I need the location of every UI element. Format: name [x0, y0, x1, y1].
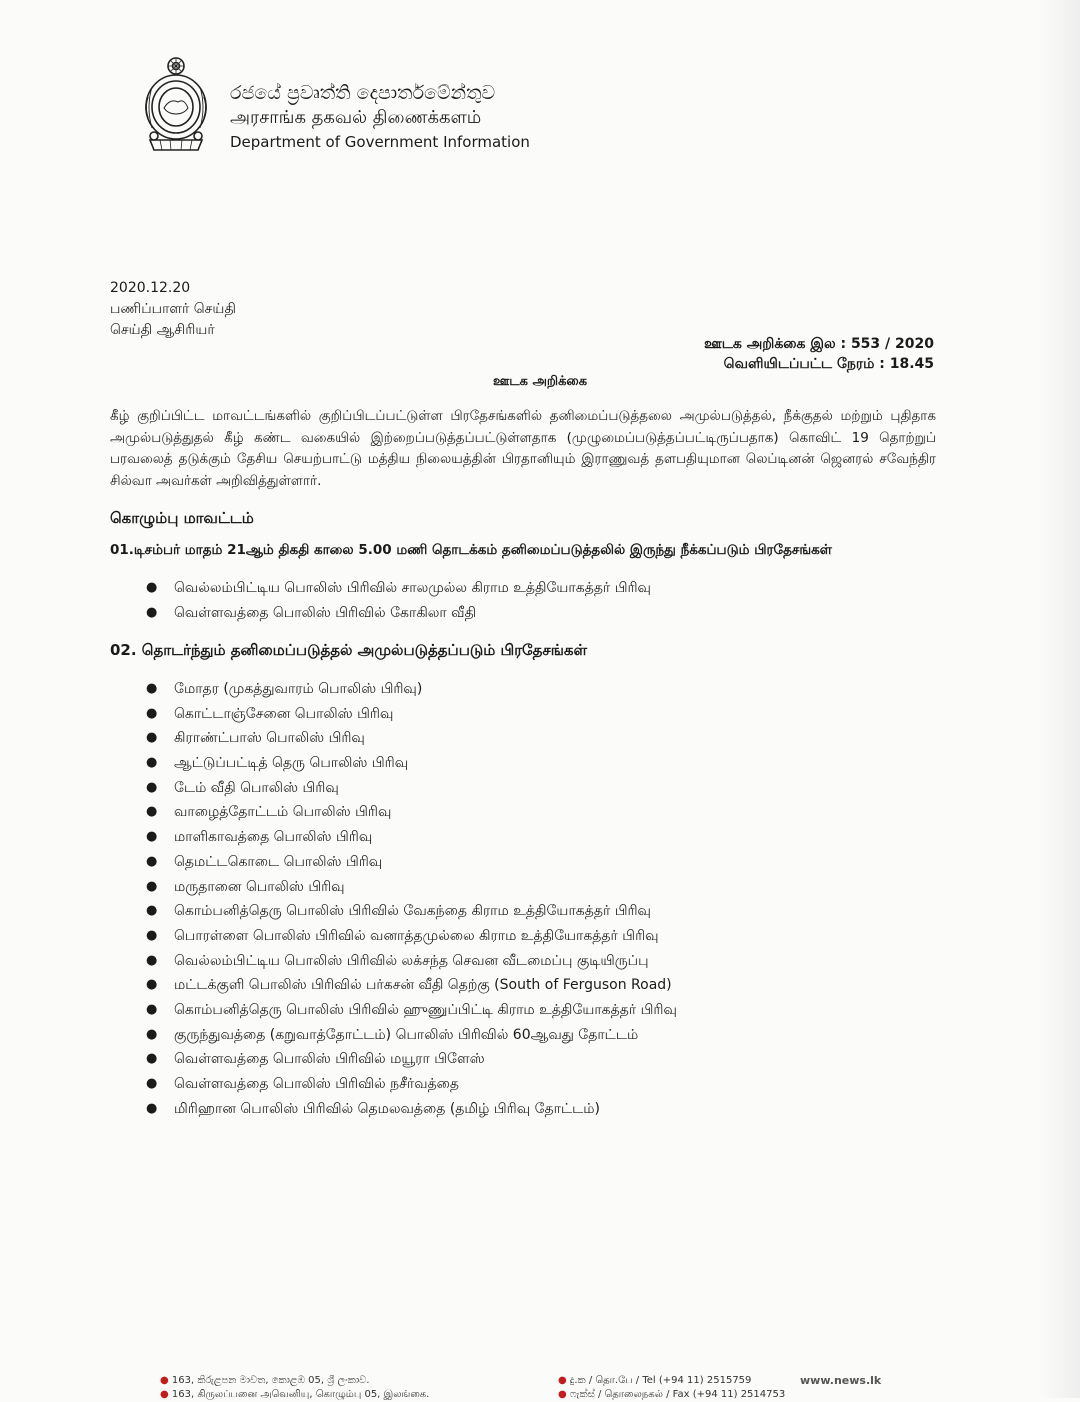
recipient-line-2: செய்தி ஆசிரியர்	[110, 322, 215, 338]
bullet-icon: ●	[146, 829, 158, 845]
bullet-icon: ●	[146, 804, 158, 820]
list-item: ● வெள்ளவத்தை பொலிஸ் பிரிவில் கோகிலா வீதி	[146, 601, 651, 626]
list-item: ● வெல்லம்பிட்டிய பொலிஸ் பிரிவில் சாலமுல்ல கிராம உத்தியோகத்தர் பிரிவு	[146, 576, 651, 601]
page-footer	[0, 1370, 1080, 1398]
list-item: ● வெள்ளவத்தை பொலிஸ் பிரிவில் நசீர்வத்தை	[146, 1072, 677, 1097]
bullet-icon: ●	[558, 1389, 570, 1400]
bullet-icon: ●	[146, 1100, 158, 1116]
page-edge-shadow	[1040, 0, 1080, 1398]
section-2-heading: 02. தொடர்ந்தும் தனிமைப்படுத்தல் அமுல்படுத்தப்படும் பிரதேசங்கள்	[110, 641, 587, 659]
organization-header	[230, 84, 530, 150]
bullet-icon: ●	[146, 927, 158, 943]
bullet-icon: ●	[146, 853, 158, 869]
bullet-icon: ●	[146, 730, 158, 746]
bullet-icon: ●	[558, 1375, 570, 1386]
list-item: ● மட்டக்குளி பொலிஸ் பிரிவில் பர்கசன் வீதி தெற்கு (South of Ferguson Road)	[146, 973, 677, 998]
footer-fax: ● ෆැක්ස් / தொலைநகல் / Fax (+94 11) 2514753	[558, 1389, 786, 1400]
list-item: ● மோதர (முகத்துவாரம் பொலிஸ் பிரிவு)	[146, 677, 677, 702]
bullet-icon: ●	[146, 952, 158, 968]
bullet-icon: ●	[146, 878, 158, 894]
release-reference	[704, 334, 934, 374]
section-1-heading: 01.டிசம்பர் மாதம் 21ஆம் திகதி காலை 5.00 மணி தொடக்கம் தனிமைப்படுத்தலில் இருந்து நீக்கப்படும் பிரதேசங்கள்	[110, 542, 832, 558]
section-1-list	[146, 576, 651, 625]
bullet-icon: ●	[146, 681, 158, 696]
org-name-english: Department of Government Information	[230, 133, 530, 151]
footer-address-line-1: ● 163, කිරුළපන මාවත, කොළඹ 05, ශ්‍රී ලංකාව.	[160, 1375, 370, 1386]
bullet-icon: ●	[160, 1389, 172, 1400]
bullet-icon: ●	[146, 1076, 158, 1091]
recipient-line-1: பணிப்பாளர் செய்தி	[110, 301, 236, 317]
release-number: ஊடக அறிக்கை இல : 553 / 2020	[704, 336, 934, 352]
list-item: ● தெமட்டகொடை பொலிஸ் பிரிவு	[146, 850, 677, 875]
bullet-icon: ●	[146, 1001, 158, 1017]
list-item: ● வெள்ளவத்தை பொலிஸ் பிரிவில் மயூரா பிளேஸ்	[146, 1047, 677, 1072]
document-title: ஊடக அறிக்கை	[492, 374, 588, 389]
org-name-sinhala: රජයේ ප්‍රවෘත්ති දෙපාර්තමේන්තුව	[230, 82, 496, 104]
section-2-list	[146, 677, 677, 1121]
bullet-icon: ●	[146, 604, 158, 620]
org-name-tamil: அரசாங்க தகவல் திணைக்களம்	[230, 107, 482, 128]
bullet-icon: ●	[160, 1375, 172, 1386]
bullet-icon: ●	[146, 903, 158, 919]
release-time: வெளியிடப்பட்ட நேரம் : 18.45	[723, 356, 934, 372]
list-item: ● குருந்துவத்தை (கறுவாத்தோட்டம்) பொலிஸ் பிரிவில் 60ஆவது தோட்டம்	[146, 1023, 677, 1048]
list-item: ● பொரள்ளை பொலிஸ் பிரிவில் வனாத்தமுல்லை கிராம உத்தியோகத்தர் பிரிவு	[146, 924, 677, 949]
bullet-icon: ●	[146, 779, 158, 795]
bullet-icon: ●	[146, 977, 158, 993]
sri-lanka-emblem-icon	[140, 52, 212, 156]
footer-address-line-2: ● 163, கிருலப்பனை அவெனியு, கொழும்பு 05, இலங்கை.	[160, 1389, 430, 1400]
intro-paragraph: கீழ் குறிப்பிட்ட மாவட்டங்களில் குறிப்பிடப்பட்டுள்ள பிரதேசங்களில் தனிமைப்படுத்தலை அமுல்படுத்தல், நீக்குதல் மற்றும் புதிதாக அமுல்படுத்துதல் கீழ் கண்ட வகையில் இற்றைப்படுத்தப்பட்டுள்ளதாக (முழுமைப்படுத்தப்பட்டிருப்பதாக) கொவிட் 19 தொற்றுப் பரவலைத் தடுக்கும் தேசிய செயற்பாட்டு மத்திய நிலையத்தின் பிரதானியும் இராணுவத் தளபதியுமான லெப்டினன் ஜெனரல் சவேந்திர சில்வா அவர்கள் அறிவித்துள்ளார்.	[110, 408, 936, 489]
list-item: ● வெல்லம்பிட்டிய பொலிஸ் பிரிவில் லக்சந்த செவன வீடமைப்பு குடியிருப்பு	[146, 949, 677, 974]
district-heading: கொழும்பு மாவட்டம்	[110, 509, 254, 527]
list-item: ● மிரிஹான பொலிஸ் பிரிவில் தெமலவத்தை (தமிழ் பிரிவு தோட்டம்)	[146, 1097, 677, 1122]
list-item: ● மாளிகாவத்தை பொலிஸ் பிரிவு	[146, 825, 677, 850]
bullet-icon: ●	[146, 1051, 158, 1067]
list-item: ● மருதானை பொலிஸ் பிரிவு	[146, 875, 677, 900]
list-item: ● கிராண்ட்பாஸ் பொலிஸ் பிரிவு	[146, 726, 677, 751]
footer-phone: ● දු.ක / தொ.பே / Tel (+94 11) 2515759	[558, 1375, 752, 1386]
bullet-icon: ●	[146, 755, 158, 771]
list-item: ● டேம் வீதி பொலிஸ் பிரிவு	[146, 776, 677, 801]
list-item: ● கொட்டாஞ்சேனை பொலிஸ் பிரிவு	[146, 702, 677, 727]
list-item: ● கொம்பனித்தெரு பொலிஸ் பிரிவில் வேகந்தை கிராம உத்தியோகத்தர் பிரிவு	[146, 899, 677, 924]
bullet-icon: ●	[146, 1026, 158, 1042]
list-item: ● வாழைத்தோட்டம் பொலிஸ் பிரிவு	[146, 800, 677, 825]
list-item: ● கொம்பனித்தெரு பொலிஸ் பிரிவில் ஹுணுப்பிட்டி கிராம உத்தியோகத்தர் பிரிவு	[146, 998, 677, 1023]
footer-website: www.news.lk	[800, 1374, 882, 1387]
list-item: ● ஆட்டுப்பட்டித் தெரு பொலிஸ் பிரிவு	[146, 751, 677, 776]
letter-date: 2020.12.20	[110, 280, 191, 296]
bullet-icon: ●	[146, 580, 158, 595]
bullet-icon: ●	[146, 705, 158, 721]
letter-meta	[110, 278, 236, 341]
